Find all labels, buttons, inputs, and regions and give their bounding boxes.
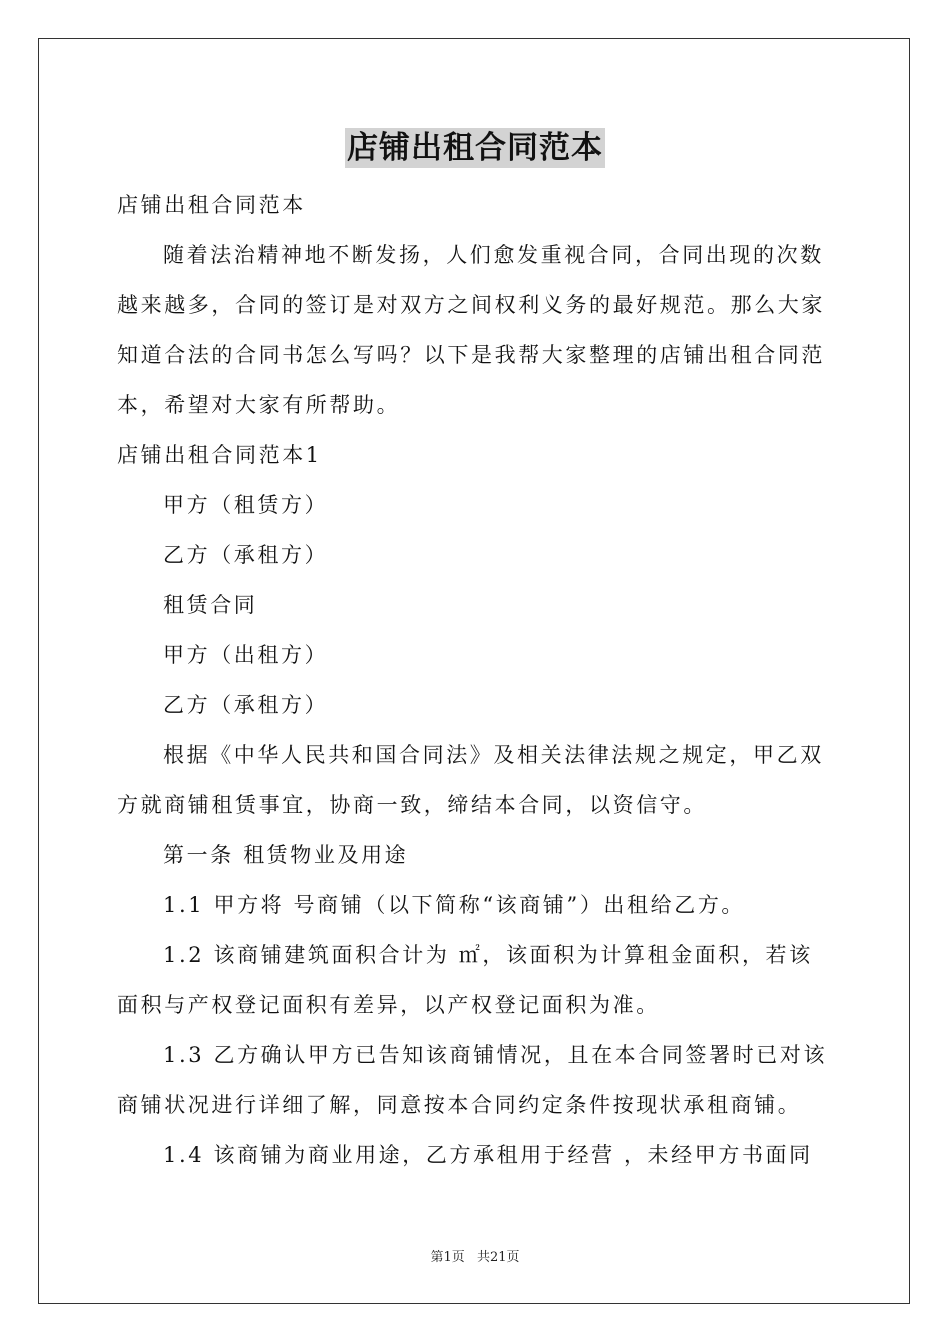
paragraph-clause-1-3: 1.3 乙方确认甲方已告知该商铺情况，且在本合同签署时已对该商铺状况进行详细了解，同意按本合同约定条件按现状承租商铺。 (117, 1043, 828, 1117)
paragraph-party-a-lessor: 甲方（租赁方） (163, 493, 329, 517)
title-wrap (0, 128, 950, 168)
page-total: 共21页 (476, 1250, 520, 1265)
page-footer (0, 1246, 950, 1265)
paragraph-clause-1-2: 1.2 该商铺建筑面积合计为 ㎡，该面积为计算租金面积，若该面积与产权登记面积有差异，以产权登记面积为准。 (117, 943, 813, 1017)
document-title: 店铺出租合同范本 (347, 130, 603, 166)
paragraph-party-b: 乙方（承租方） (163, 693, 329, 717)
paragraph-clause-1-1: 1.1 甲方将 号商铺（以下简称“该商铺”）出租给乙方。 (163, 893, 746, 917)
document-body (117, 180, 833, 1180)
paragraph-article-1: 第一条 租赁物业及用途 (163, 843, 409, 867)
paragraph-clause-1-4: 1.4 该商铺为商业用途，乙方承租用于经营 ，未经甲方书面同 (163, 1143, 813, 1167)
paragraph-intro: 随着法治精神地不断发扬，人们愈发重视合同，合同出现的次数越来越多，合同的签订是对双方之间权利义务的最好规范。那么大家知道合法的合同书怎么写吗？以下是我帮大家整理的店铺出租合同范本，希望对大家有所帮助。 (117, 243, 825, 417)
paragraph-party-b-lessee: 乙方（承租方） (163, 543, 329, 567)
paragraph-heading: 店铺出租合同范本 (117, 193, 306, 217)
paragraph-basis: 根据《中华人民共和国合同法》及相关法律法规之规定，甲乙双方就商铺租赁事宜，协商一致，缔结本合同，以资信守。 (117, 743, 824, 817)
paragraph-contract-title: 租赁合同 (163, 593, 258, 617)
paragraph-party-a: 甲方（出租方） (163, 643, 329, 667)
paragraph-section-title: 店铺出租合同范本1 (117, 443, 322, 467)
page-number: 第1页 (430, 1250, 465, 1265)
